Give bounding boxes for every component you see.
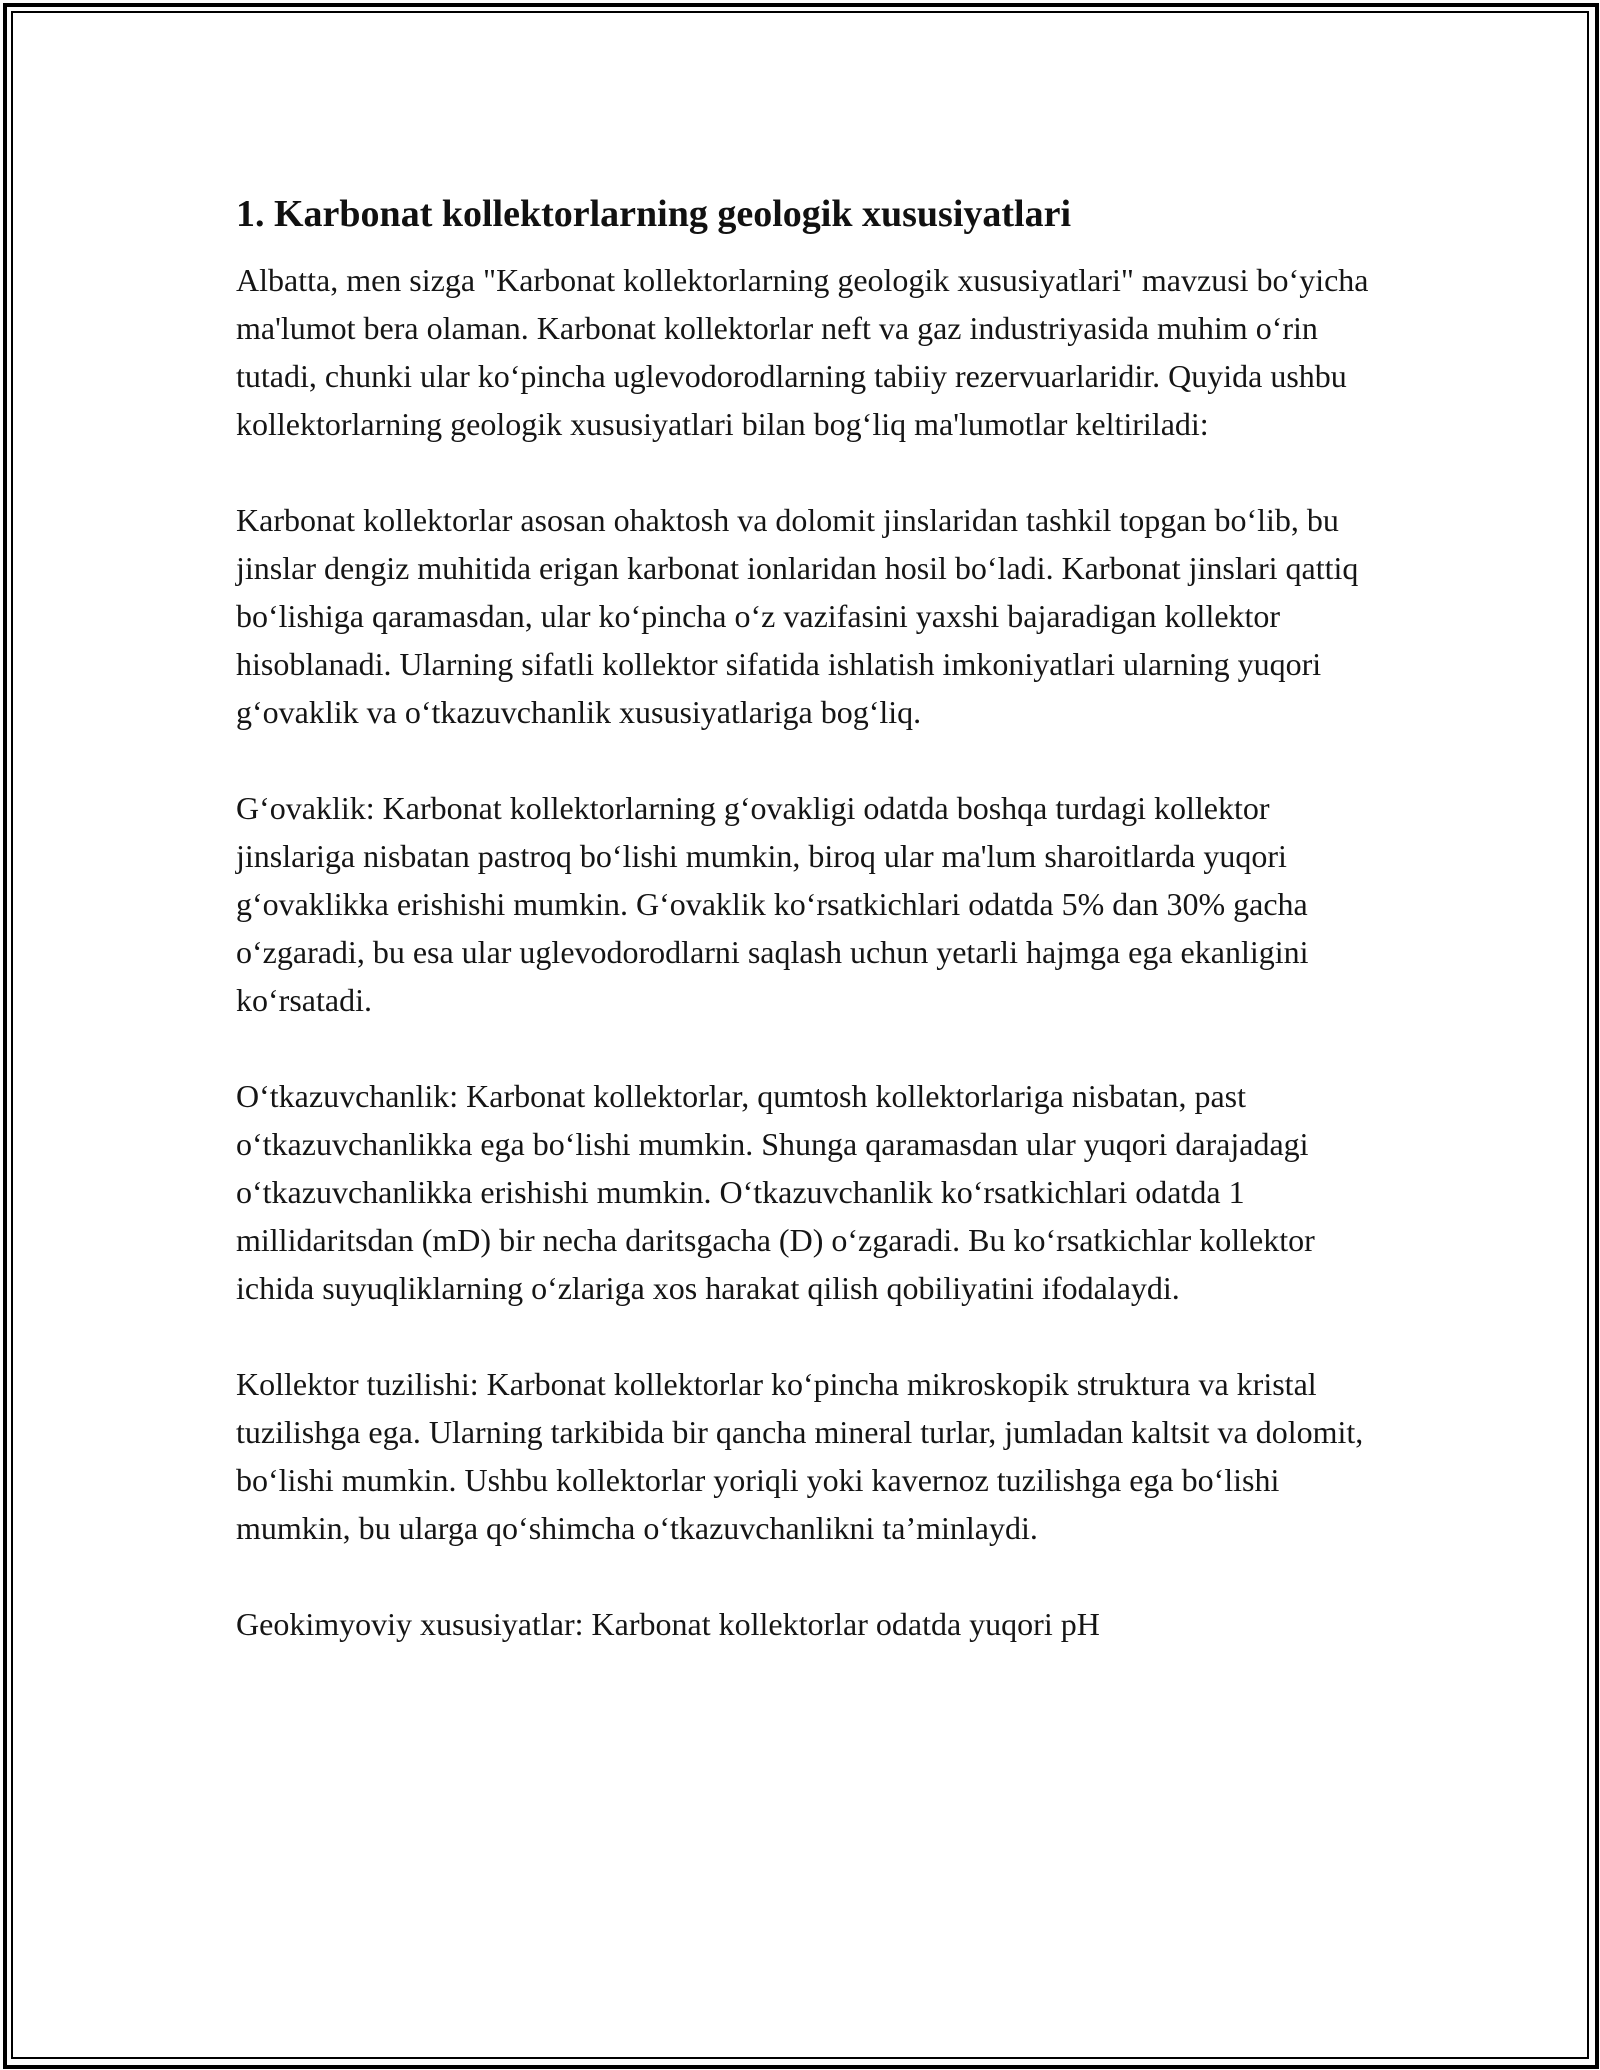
paragraph-intro: Albatta, men sizga "Karbonat kollektorlarning geologik xususiyatlari" mavzusi boʻyicha ma'lumot bera olaman. Karbonat kollektorlar neft va gaz industriyasida muhim oʻrin tutadi, chunki ular koʻpincha uglevodorodlarning tabiiy rezervuarlaridir. Quyida ushbu kollektorlarning geologik xususiyatlari bilan bogʻliq ma'lumotlar keltiriladi: xyxy=(236,262,1369,442)
section-heading: 1. Karbonat kollektorlarning geologik xususiyatlari xyxy=(236,193,1072,235)
document-content xyxy=(236,186,1376,1648)
paragraph-porosity: Gʻovaklik: Karbonat kollektorlarning gʻovakligi odatda boshqa turdagi kollektor jinslariga nisbatan pastroq boʻlishi mumkin, biroq ular ma'lum sharoitlarda yuqori gʻovaklikka erishishi mumkin. Gʻovaklik koʻrsatkichlari odatda 5% dan 30% gacha oʻzgaradi, bu esa ular uglevodorodlarni saqlash uchun yetarli hajmga ega ekanligini koʻrsatadi. xyxy=(236,790,1309,1018)
paragraph-structure: Kollektor tuzilishi: Karbonat kollektorlar koʻpincha mikroskopik struktura va kristal tuzilishga ega. Ularning tarkibida bir qancha mineral turlar, jumladan kaltsit va dolomit, boʻlishi mumkin. Ushbu kollektorlar yoriqli yoki kavernoz tuzilishga ega boʻlishi mumkin, bu ularga qoʻshimcha oʻtkazuvchanlikni taʼminlaydi. xyxy=(236,1366,1364,1546)
paragraph-permeability: Oʻtkazuvchanlik: Karbonat kollektorlar, qumtosh kollektorlariga nisbatan, past oʻtkazuvchanlikka ega boʻlishi mumkin. Shunga qaramasdan ular yuqori darajadagi oʻtkazuvchanlikka erishishi mumkin. Oʻtkazuvchanlik koʻrsatkichlari odatda 1 millidaritsdan (mD) bir necha daritsgacha (D) oʻzgaradi. Bu koʻrsatkichlar kollektor ichida suyuqliklarning oʻzlariga xos harakat qilish qobiliyatini ifodalaydi. xyxy=(236,1078,1315,1306)
paragraph-composition: Karbonat kollektorlar asosan ohaktosh va dolomit jinslaridan tashkil topgan boʻlib, bu jinslar dengiz muhitida erigan karbonat ionlaridan hosil boʻladi. Karbonat jinslari qattiq boʻlishiga qaramasdan, ular koʻpincha oʻz vazifasini yaxshi bajaradigan kollektor hisoblanadi. Ularning sifatli kollektor sifatida ishlatish imkoniyatlari ularning yuqori gʻovaklik va oʻtkazuvchanlik xususiyatlariga bogʻliq. xyxy=(236,502,1359,730)
paragraph-geochemistry: Geokimyoviy xususiyatlar: Karbonat kollektorlar odatda yuqori pH xyxy=(236,1606,1100,1642)
document-body xyxy=(236,256,1376,1648)
